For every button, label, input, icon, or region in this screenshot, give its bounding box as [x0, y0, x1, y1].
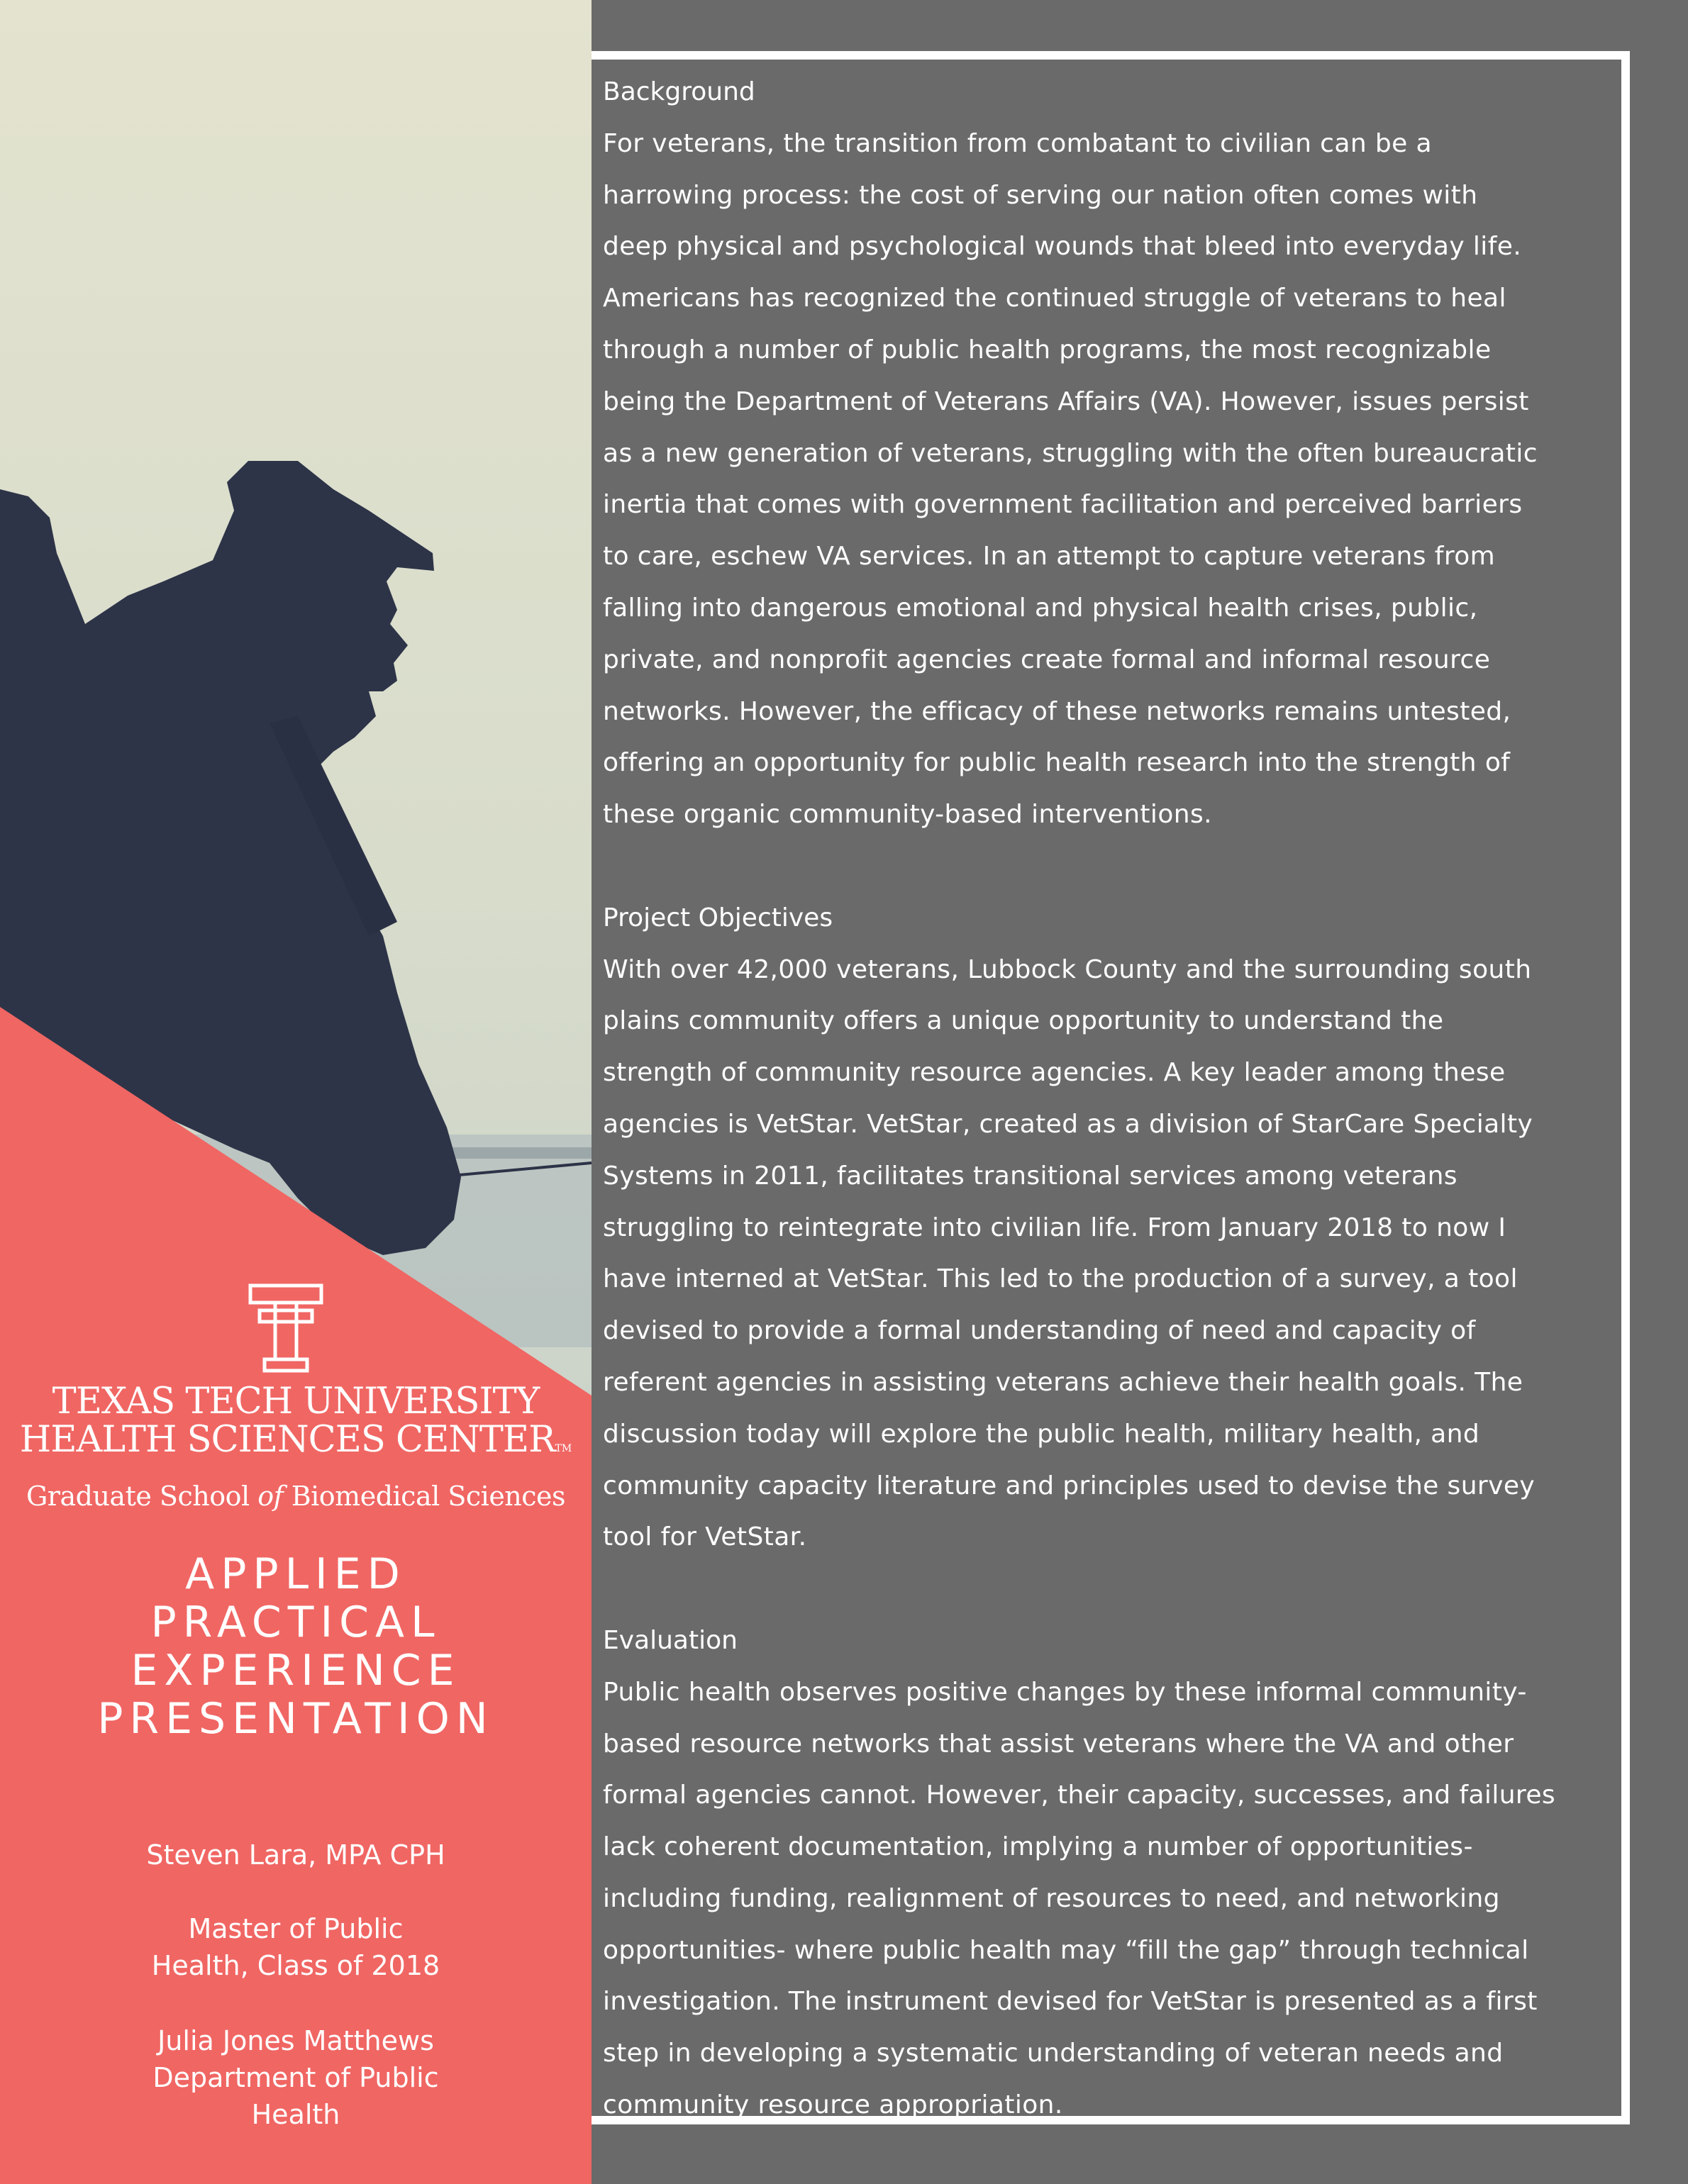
body-text-line: community resource appropriation. — [603, 2090, 1063, 2120]
body-text-line: offering an opportunity for public health research into the strength of — [603, 748, 1511, 778]
body-text-line: opportunities- where public health may “fill the gap” through technical — [603, 1935, 1529, 1965]
section-heading: Background — [603, 77, 755, 106]
section-heading: Evaluation — [603, 1625, 738, 1655]
university-line-1: TEXAS TECH UNIVERSITY — [52, 1381, 540, 1422]
university-line-2: HEALTH SCIENCES CENTERTM — [19, 1419, 572, 1461]
body-text-line: deep physical and psychological wounds that bleed into everyday life. — [603, 232, 1522, 262]
presenter-name: Steven Lara, MPA CPH — [146, 1839, 445, 1871]
body-text-line: devised to provide a formal understanding of need and capacity of — [603, 1316, 1476, 1346]
content-area — [603, 67, 1617, 2132]
body-text-line: tool for VetStar. — [603, 1522, 807, 1552]
body-text-line: Systems in 2011, facilitates transitional services among veterans — [603, 1161, 1457, 1191]
body-text-line: private, and nonprofit agencies create formal and informal resource — [603, 645, 1491, 674]
double-t-logo-icon — [247, 1282, 325, 1374]
trademark-mark: TM — [555, 1443, 572, 1454]
section-evaluation — [603, 1615, 1617, 2132]
body-text-line: through a number of public health programs, the most recognizable — [603, 335, 1492, 364]
section-body — [603, 118, 1617, 841]
body-text-line: these organic community-based interventions. — [603, 800, 1212, 830]
body-text-line: based resource networks that assist veterans where the VA and other — [603, 1729, 1514, 1759]
body-text-line: For veterans, the transition from combatant to civilian can be a — [603, 128, 1433, 158]
body-text-line: investigation. The instrument devised for VetStar is presented as a first — [603, 1987, 1538, 2017]
section-body — [603, 1667, 1617, 2132]
title-line: PRESENTATION — [97, 1694, 494, 1744]
section-background — [603, 67, 1617, 841]
body-text-line: discussion today will explore the public health, military health, and — [603, 1419, 1480, 1449]
title-line: APPLIED — [185, 1549, 406, 1599]
mentor-info: Julia Jones Matthews Department of Public Health — [152, 2025, 439, 2130]
section-heading: Project Objectives — [603, 903, 833, 932]
body-text-line: agencies is VetStar. VetStar, created as a division of StarCare Specialty — [603, 1109, 1533, 1139]
body-text-line: harrowing process: the cost of serving our nation often comes with — [603, 180, 1478, 210]
body-text-line: community capacity literature and principles used to devise the survey — [603, 1471, 1536, 1500]
body-text-line: With over 42,000 veterans, Lubbock County and the surrounding south — [603, 954, 1532, 984]
body-text-line: struggling to reintegrate into civilian life. From January 2018 to now I — [603, 1213, 1506, 1242]
title-line: EXPERIENCE — [131, 1646, 461, 1695]
presentation-title — [0, 1550, 592, 1743]
body-text-line: strength of community resource agencies. A key leader among these — [603, 1058, 1506, 1088]
body-text-line: including funding, realignment of resources to need, and networking — [603, 1883, 1500, 1913]
title-line: PRACTICAL — [150, 1598, 441, 1647]
body-text-line: to care, eschew VA services. In an attempt to capture veterans from — [603, 542, 1496, 572]
left-panel — [0, 0, 592, 2184]
body-text-line: formal agencies cannot. However, their capacity, successes, and failures — [603, 1781, 1556, 1810]
body-text-line: as a new generation of veterans, struggling with the often bureaucratic — [603, 438, 1538, 468]
university-name — [0, 1383, 592, 1512]
body-text-line: inertia that comes with government facilitation and perceived barriers — [603, 490, 1523, 520]
body-text-line: referent agencies in assisting veterans achieve their health goals. The — [603, 1367, 1523, 1397]
body-text-line: have interned at VetStar. This led to the production of a survey, a tool — [603, 1264, 1518, 1294]
graduate-school-name: Graduate School of Biomedical Sciences — [26, 1481, 566, 1512]
body-text-line: Public health observes positive changes by these informal community- — [603, 1677, 1527, 1707]
section-project-objectives — [603, 893, 1617, 1564]
body-text-line: falling into dangerous emotional and physical health crises, public, — [603, 593, 1478, 623]
body-text-line: Americans has recognized the continued struggle of veterans to heal — [603, 284, 1506, 313]
body-text-line: lack coherent documentation, implying a number of opportunities- — [603, 1832, 1473, 1862]
section-body — [603, 945, 1617, 1564]
body-text-line: being the Department of Veterans Affairs (VA). However, issues persist — [603, 386, 1529, 416]
body-text-line: plains community offers a unique opportunity to understand the — [603, 1006, 1444, 1036]
body-text-line: networks. However, the efficacy of these networks remains untested, — [603, 696, 1511, 726]
body-text-line: step in developing a systematic understanding of veteran needs and — [603, 2039, 1504, 2068]
program-info: Master of Public Health, Class of 2018 — [151, 1913, 440, 1981]
